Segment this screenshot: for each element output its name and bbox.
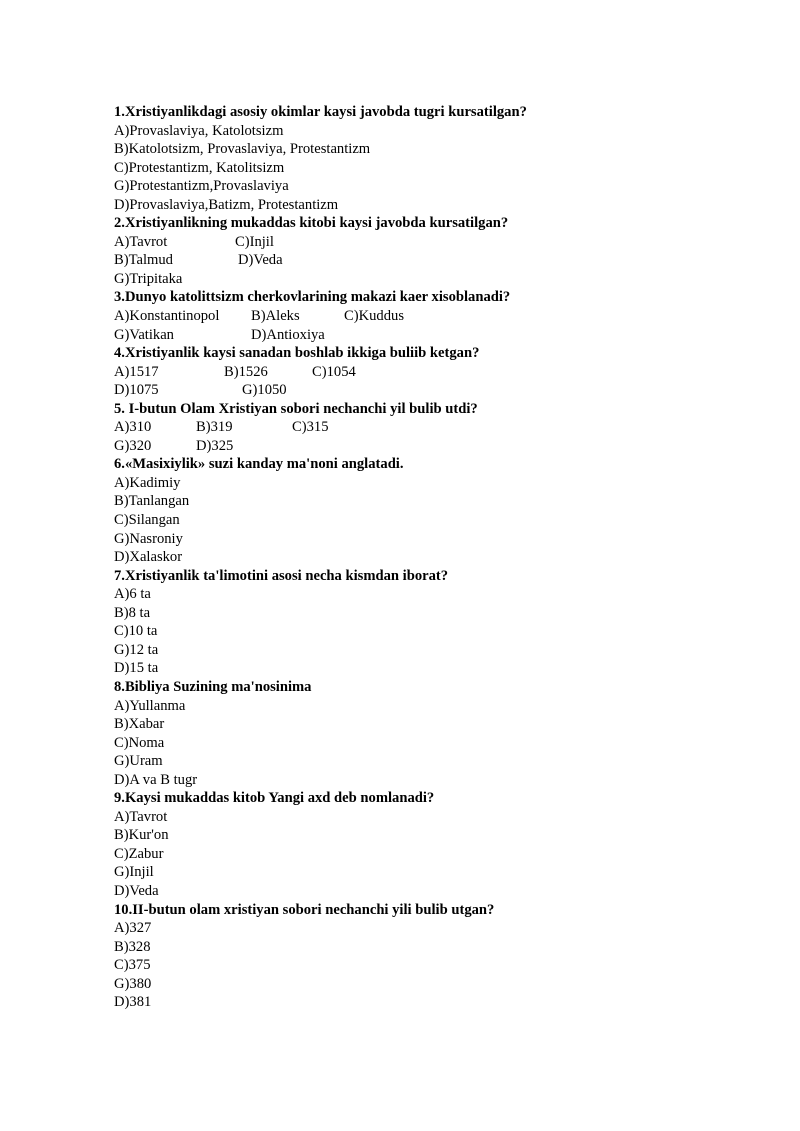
question-text: 2.Xristiyanlikning mukaddas kitobi kaysi javobda kursatilgan?	[114, 215, 509, 232]
answer-row	[114, 752, 774, 771]
answer-row	[114, 604, 774, 623]
answer-row	[114, 251, 774, 270]
answer-row	[114, 882, 774, 901]
answer-option: A)Kadimiy	[114, 474, 181, 491]
answer-option: D)Provaslaviya,Batizm, Protestantizm	[114, 196, 339, 213]
answer-row	[114, 659, 774, 678]
answer-row	[114, 270, 774, 289]
answer-option: B)Katolotsizm, Provaslaviya, Protestantizm	[114, 141, 371, 158]
answer-option: C)375	[114, 957, 151, 974]
answer-option: G)Injil	[114, 864, 154, 881]
answer-row	[114, 826, 774, 845]
answer-option: G)1050	[242, 382, 287, 399]
answer-option: C)Zabur	[114, 845, 164, 862]
answer-option: G)Vatikan	[114, 326, 174, 343]
answer-option: G)Tripitaka	[114, 270, 183, 287]
answer-option: C)Protestantizm, Katolitsizm	[114, 159, 285, 176]
question-text: 3.Dunyo katolittsizm cherkovlarining makazi kaer xisoblanadi?	[114, 289, 511, 306]
answer-row	[114, 474, 774, 493]
answer-option: C)1054	[312, 363, 356, 380]
answer-row	[114, 548, 774, 567]
answer-option: G)320	[114, 437, 152, 454]
answer-option: A)Yullanma	[114, 697, 186, 714]
quiz-document	[114, 103, 774, 1012]
answer-row	[114, 808, 774, 827]
answer-row	[114, 938, 774, 957]
answer-option: D)15 ta	[114, 660, 159, 677]
answer-option: A)Tavrot	[114, 808, 168, 825]
answer-option: G)Protestantizm,Provaslaviya	[114, 178, 289, 195]
question-text: 10.II-butun olam xristiyan sobori nechanchi yili bulib utgan?	[114, 901, 495, 918]
answer-option: G)Uram	[114, 753, 163, 770]
answer-option: C)Noma	[114, 734, 165, 751]
answer-option: B)Xabar	[114, 716, 165, 733]
answer-option: D)A va B tugr	[114, 771, 198, 788]
answer-option: G)380	[114, 975, 152, 992]
answer-row	[114, 381, 774, 400]
answer-row	[114, 437, 774, 456]
answer-option: B)319	[196, 419, 233, 436]
answer-option: A)327	[114, 920, 152, 937]
answer-row	[114, 993, 774, 1012]
answer-row	[114, 140, 774, 159]
answer-row	[114, 530, 774, 549]
answer-option: B)328	[114, 938, 151, 955]
answer-row	[114, 622, 774, 641]
answer-option: A)1517	[114, 363, 159, 380]
answer-row	[114, 715, 774, 734]
answer-row	[114, 418, 774, 437]
answer-option: C)Injil	[235, 233, 274, 250]
answer-row	[114, 956, 774, 975]
answer-option: D)Veda	[114, 882, 159, 899]
answer-row	[114, 492, 774, 511]
question-text: 1.Xristiyanlikdagi asosiy okimlar kaysi javobda tugri kursatilgan?	[114, 104, 527, 120]
answer-row	[114, 771, 774, 790]
answer-option: A)Konstantinopol	[114, 308, 220, 325]
question-text: 9.Kaysi mukaddas kitob Yangi axd deb nomlanadi?	[114, 790, 435, 807]
answer-row	[114, 196, 774, 215]
answer-row	[114, 307, 774, 326]
answer-option: C)10 ta	[114, 623, 158, 640]
answer-option: B)Aleks	[251, 308, 300, 325]
answer-row	[114, 363, 774, 382]
answer-option: D)325	[196, 437, 234, 454]
answer-row	[114, 511, 774, 530]
answer-option: B)1526	[224, 363, 268, 380]
answer-option: G)Nasroniy	[114, 530, 183, 547]
answer-option: A)Provaslaviya, Katolotsizm	[114, 122, 284, 139]
answer-option: D)Xalaskor	[114, 549, 183, 566]
answer-option: D)1075	[114, 382, 159, 399]
question-text: 8.Bibliya Suzining ma'nosinima	[114, 678, 312, 695]
answer-option: D)Antioxiya	[251, 326, 325, 343]
answer-row	[114, 863, 774, 882]
answer-option: A)Tavrot	[114, 233, 168, 250]
answer-row	[114, 697, 774, 716]
answer-option: A)310	[114, 419, 152, 436]
answer-row	[114, 641, 774, 660]
answer-row	[114, 585, 774, 604]
answer-option: A)6 ta	[114, 586, 151, 603]
question-text: 6.«Masixiylik» suzi kanday ma'noni anglatadi.	[114, 456, 404, 473]
answer-option: B)Tanlangan	[114, 493, 190, 510]
answer-row	[114, 845, 774, 864]
answer-row	[114, 326, 774, 345]
answer-option: D)381	[114, 994, 152, 1011]
answer-option: B)Kur'on	[114, 827, 169, 844]
answer-option: G)12 ta	[114, 641, 159, 658]
answer-row	[114, 734, 774, 753]
answer-option: D)Veda	[238, 252, 283, 269]
question-text: 7.Xristiyanlik ta'limotini asosi necha kismdan iborat?	[114, 567, 449, 584]
answer-option: C)Silangan	[114, 512, 180, 529]
answer-row	[114, 122, 774, 141]
answer-option: C)315	[292, 419, 329, 436]
answer-row	[114, 919, 774, 938]
question-text: 4.Xristiyanlik kaysi sanadan boshlab ikkiga buliib ketgan?	[114, 345, 480, 362]
answer-row	[114, 177, 774, 196]
answer-row	[114, 975, 774, 994]
answer-row	[114, 233, 774, 252]
answer-option: B)Talmud	[114, 252, 173, 269]
answer-option: B)8 ta	[114, 604, 151, 621]
answer-row	[114, 159, 774, 178]
question-text: 5. I-butun Olam Xristiyan sobori nechanchi yil bulib utdi?	[114, 400, 478, 417]
answer-option: C)Kuddus	[344, 308, 404, 325]
